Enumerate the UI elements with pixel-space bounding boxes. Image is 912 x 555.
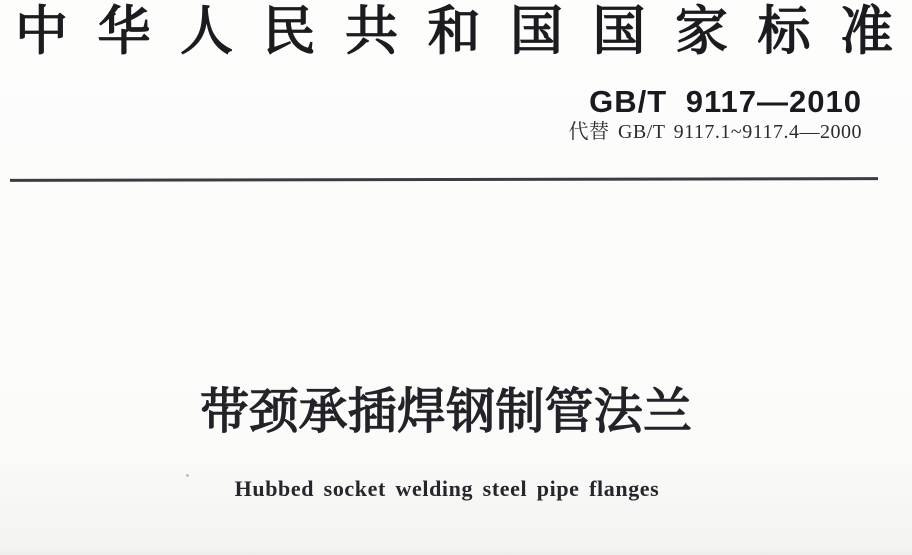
title-char: 国: [592, 0, 646, 62]
title-char: 焊: [396, 383, 446, 440]
title-char: 标: [757, 0, 811, 62]
title-char: 华: [97, 0, 151, 62]
title-char: 带: [200, 383, 250, 440]
title-char: 和: [427, 0, 481, 62]
title-char: 中: [15, 0, 68, 62]
title-char: 共: [345, 0, 398, 62]
title-char: 钢: [446, 383, 496, 440]
title-char: 颈: [249, 383, 299, 440]
standard-code-block: [568, 86, 862, 143]
national-standard-header: [15, 0, 893, 65]
title-char: 承: [298, 383, 348, 440]
title-char: 民: [262, 0, 316, 62]
document-title-en: Hubbed socket welding steel pipe flanges: [234, 476, 660, 501]
title-char: 准: [840, 0, 893, 62]
replaces-note: 代替 GB/T 9117.1~9117.4—2000: [568, 120, 862, 143]
title-char: 插: [347, 383, 397, 440]
title-char: 人: [180, 0, 233, 62]
title-char: 管: [544, 383, 594, 440]
title-char: 法: [593, 383, 643, 440]
scan-speck: [186, 474, 189, 477]
title-char: 制: [495, 383, 545, 440]
title-char: 兰: [642, 383, 692, 440]
title-char: 国: [510, 0, 563, 62]
document-title-zh: [200, 385, 692, 439]
header-divider-rule: [10, 177, 878, 182]
title-char: 家: [675, 0, 728, 62]
standard-code: GB/T 9117—2010: [589, 84, 862, 119]
